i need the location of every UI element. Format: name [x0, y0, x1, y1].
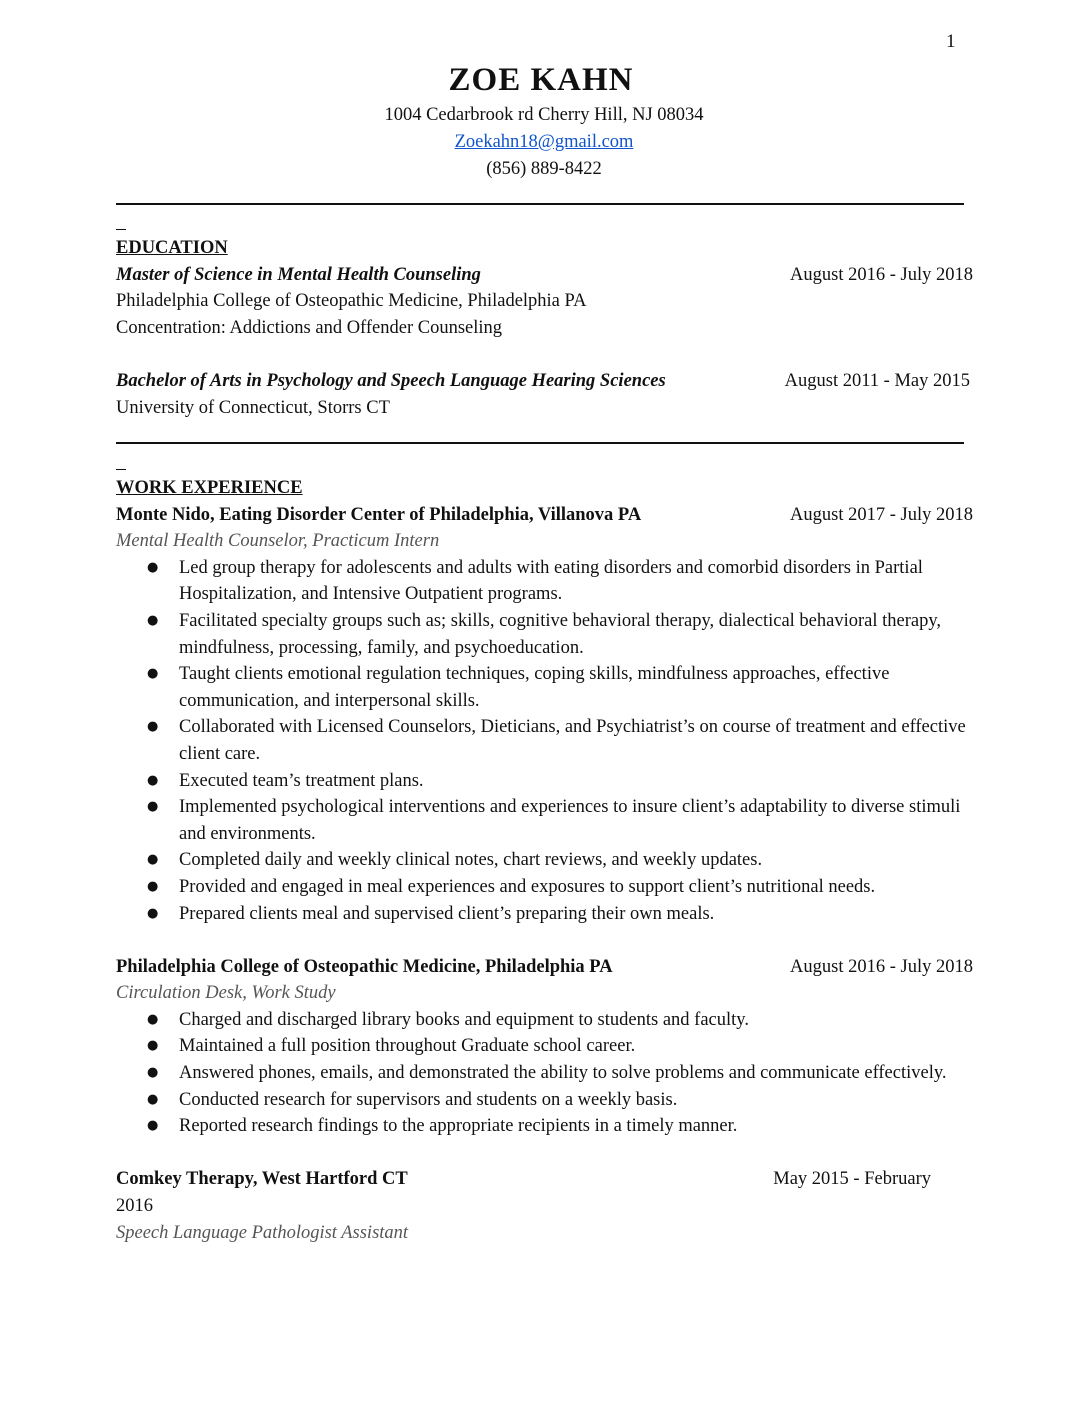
resume-header — [0, 58, 1088, 183]
job-dates: August 2017 - July 2018 — [790, 504, 973, 525]
job-duties-list — [116, 1007, 976, 1140]
list-item: ● Led group therapy for adolescents and adults with eating disorders and comorbid disorders in Partial Hospitalization, and Intensive Outpatient programs. — [179, 555, 976, 608]
list-item: ● Maintained a full position throughout Graduate school career. — [179, 1033, 976, 1060]
job-header — [116, 1166, 931, 1193]
address: 1004 Cedarbrook rd Cherry Hill, NJ 08034 — [384, 105, 704, 125]
job-role: Circulation Desk, Work Study — [116, 983, 336, 1004]
job-role: Mental Health Counselor, Practicum Intern — [116, 531, 440, 552]
applicant-name: ZOE KAHN — [448, 62, 634, 98]
degree-title: Master of Science in Mental Health Counseling — [116, 264, 481, 285]
list-item: ● Taught clients emotional regulation techniques, coping skills, mindfulness approaches, effective communication, and interpersonal skills. — [179, 661, 976, 714]
section-title-work-experience: WORK EXPERIENCE — [116, 478, 303, 498]
school-name: Philadelphia College of Osteopathic Medicine, Philadelphia PA — [116, 291, 587, 312]
list-item: ● Conducted research for supervisors and students on a weekly basis. — [179, 1087, 976, 1114]
section-divider — [116, 203, 964, 205]
education-entry — [116, 262, 976, 289]
section-divider — [116, 442, 964, 444]
work-experience-section — [116, 475, 976, 1246]
degree-dates: August 2016 - July 2018 — [790, 264, 973, 285]
phone-number: (856) 889-8422 — [486, 159, 602, 179]
list-item: ● Implemented psychological interventions and experiences to insure client’s adaptability to diverse stimuli and environments. — [179, 794, 976, 847]
list-item: ● Collaborated with Licensed Counselors, Dieticians, and Psychiatrist’s on course of treatment and effective client care. — [179, 714, 976, 767]
email-link[interactable]: Zoekahn18@gmail.com — [454, 132, 634, 152]
job-duties-list — [116, 555, 976, 927]
list-item: ● Executed team’s treatment plans. — [179, 768, 976, 795]
education-section — [116, 235, 976, 421]
list-item: ● Prepared clients meal and supervised client’s preparing their own meals. — [179, 901, 976, 928]
employer-name: Comkey Therapy, West Hartford CT — [116, 1169, 408, 1190]
job-dates: August 2016 - July 2018 — [790, 956, 973, 977]
employer-name: Monte Nido, Eating Disorder Center of Philadelphia, Villanova PA — [116, 504, 642, 525]
list-item: ● Charged and discharged library books and equipment to students and faculty. — [179, 1007, 976, 1034]
list-item: ● Answered phones, emails, and demonstrated the ability to solve problems and communicate effectively. — [179, 1060, 976, 1087]
list-item: ● Provided and engaged in meal experiences and exposures to support client’s nutritional needs. — [179, 874, 976, 901]
degree-dates: August 2011 - May 2015 — [784, 370, 970, 391]
job-header — [116, 954, 976, 981]
degree-title: Bachelor of Arts in Psychology and Speech Language Hearing Sciences — [116, 370, 666, 391]
divider-mark — [116, 469, 126, 470]
section-title-education: EDUCATION — [116, 238, 228, 258]
employer-name: Philadelphia College of Osteopathic Medicine, Philadelphia PA — [116, 956, 613, 977]
education-entry — [116, 368, 976, 395]
school-name: University of Connecticut, Storrs CT — [116, 397, 390, 418]
divider-mark — [116, 229, 126, 230]
job-header — [116, 502, 976, 529]
page-number: 1 — [946, 31, 956, 52]
list-item: ● Facilitated specialty groups such as; skills, cognitive behavioral therapy, dialectical behavioral therapy, mindfulness, processing, family, and psychoeducation. — [179, 608, 976, 661]
degree-concentration: Concentration: Addictions and Offender Counseling — [116, 317, 503, 338]
job-role: Speech Language Pathologist Assistant — [116, 1222, 409, 1243]
list-item: ● Completed daily and weekly clinical notes, chart reviews, and weekly updates. — [179, 847, 976, 874]
list-item: ● Reported research findings to the appropriate recipients in a timely manner. — [179, 1113, 976, 1140]
job-dates-continued: 2016 — [116, 1196, 153, 1217]
job-dates: May 2015 - February — [773, 1169, 931, 1190]
